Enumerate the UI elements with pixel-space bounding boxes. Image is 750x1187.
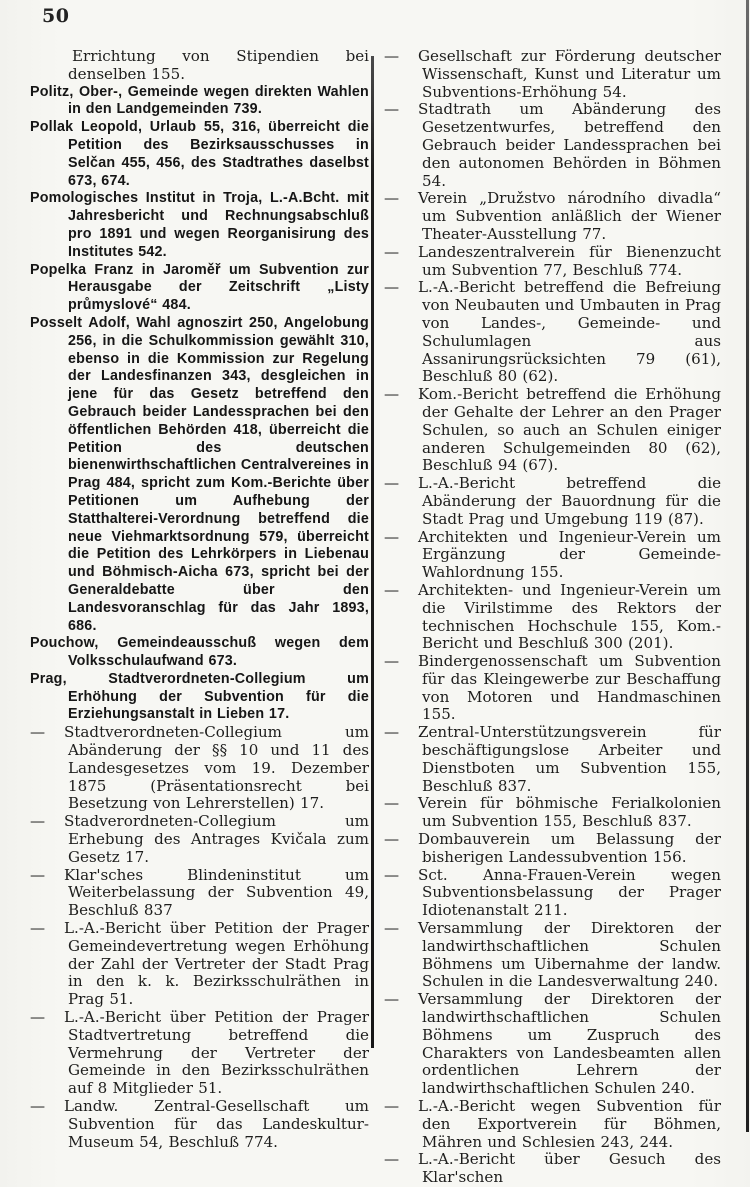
entry-headword: Popelka bbox=[30, 261, 87, 278]
entry-text: Landeszentralverein für Bienenzucht um Subvention 77, Beschluß 774. bbox=[418, 242, 721, 279]
index-entry bbox=[384, 48, 721, 101]
em-dash: — bbox=[30, 723, 46, 742]
entry-text: L.-A.-Bericht über Petition der Prager Stadtvertretung betreffend die Vermehrung der Vertreter der Gemeinde in den Bezirksschulräthen auf 8 Mitglieder 51. bbox=[64, 1008, 369, 1098]
index-entry bbox=[30, 867, 369, 920]
entry-text: Stadtverordneten-Collegium um Erhöhung der Subvention für die Erziehungsanstalt in Lieben 17. bbox=[68, 670, 369, 723]
em-dash: — bbox=[384, 474, 400, 493]
em-dash: — bbox=[384, 830, 400, 849]
entry-headword: Pomologisches Institut in Troja, bbox=[30, 190, 263, 207]
entry-headword: Pollak bbox=[30, 119, 74, 136]
entry-text: Sct. Anna-Frauen-Verein wegen Subventionsbelassung der Prager Idiotenanstalt 211. bbox=[418, 865, 721, 920]
index-entry bbox=[30, 119, 369, 190]
entry-text: Stadverordneten-Collegium um Erhebung des Antrages Kvičala zum Gesetz 17. bbox=[64, 812, 369, 866]
entry-text: Verein für böhmische Ferialkolonien um Subvention 155, Beschluß 837. bbox=[418, 794, 721, 831]
index-entry bbox=[384, 475, 721, 528]
index-entry bbox=[384, 831, 721, 867]
em-dash: — bbox=[384, 278, 400, 297]
entry-headword: Prag, bbox=[30, 670, 67, 687]
entry-text: Gesellschaft zur Förderung deutscher Wissenschaft, Kunst und Literatur um Subventions-Erhöhung 54. bbox=[418, 47, 721, 101]
index-entry bbox=[30, 724, 369, 813]
em-dash: — bbox=[30, 812, 46, 831]
index-entry bbox=[30, 262, 369, 315]
index-entry bbox=[384, 991, 721, 1098]
em-dash: — bbox=[384, 919, 400, 938]
entry-text: Klar'sches Blindeninstitut um Weiterbelassung der Subvention 49, Beschluß 837 bbox=[64, 865, 369, 920]
entry-text: Zentral-Unterstützungsverein für beschäftigungslose Arbeiter und Dienstboten um Subvention 155, Beschluß 837. bbox=[418, 723, 721, 795]
index-entry bbox=[384, 244, 721, 280]
entry-text: Kom.-Bericht betreffend die Erhöhung der Gehalte der Lehrer an den Prager Schulen, so auch an Schulen einiger anderen Schulgemeinden 80 (62), Beschluß 94 (67). bbox=[418, 385, 721, 475]
entry-text: Verein „Družstvo národního divadla“ um Subvention anläßlich der Wiener Theater-Ausstellung 77. bbox=[418, 189, 721, 243]
index-entry bbox=[384, 101, 721, 190]
index-entry bbox=[30, 48, 369, 84]
em-dash: — bbox=[384, 527, 400, 546]
index-entry bbox=[384, 190, 721, 243]
entry-text: Bindergenossenschaft um Subvention für das Kleingewerbe zur Beschaffung von Motoren und Handmaschinen 155. bbox=[418, 652, 721, 724]
index-entry bbox=[30, 1009, 369, 1098]
entry-text: L.-A.-Bericht über Gesuch des Klar'schen bbox=[418, 1150, 721, 1187]
entry-text: Leopold, Urlaub 55, 316, überreicht die Petition des Bezirksausschusses in Selčan 455, 456, des Stadtrathes daselbst 673, 674. bbox=[68, 119, 369, 189]
index-entry bbox=[30, 813, 369, 866]
entry-text: L.-A.Bcht. mit Jahresbericht und Rechnungsabschluß pro 1891 und wegen Reorganisirung des Institutes 542. bbox=[68, 190, 369, 260]
em-dash: — bbox=[384, 580, 400, 599]
entry-text: Versammlung der Direktoren der landwirthschaftlichen Schulen Böhmens um Uibernahme der landw. Schulen in die Landesverwaltung 240. bbox=[418, 919, 721, 991]
entry-headword: Pouchow, bbox=[30, 635, 99, 652]
index-entry bbox=[384, 867, 721, 920]
index-entry bbox=[30, 84, 369, 120]
em-dash: — bbox=[384, 794, 400, 813]
entry-text: Architekten- und Ingenieur-Verein um die Virilstimme des Rektors der technischen Hochschule 155, Kom.-Bericht und Beschluß 300 (201). bbox=[418, 580, 721, 653]
entry-text: Errichtung von Stipendien bei denselben 155. bbox=[68, 47, 369, 83]
em-dash: — bbox=[384, 47, 400, 65]
entry-text: Dombauverein um Belassung der bisherigen Landessubvention 156. bbox=[418, 830, 721, 866]
entry-text: L.-A.-Bericht über Petition der Prager Gemeindevertretung wegen Erhöhung der Zahl der Vertreter der Stadt Prag in den k. k. Bezirksschulräthen in Prag 51. bbox=[64, 919, 369, 1009]
index-entry bbox=[384, 1098, 721, 1151]
scan-edge-line bbox=[746, 0, 749, 1132]
index-entry bbox=[30, 1098, 369, 1151]
entry-text: Stadtrath um Abänderung des Gesetzentwurfes, betreffend den Gebrauch beider Landessprachen bei den autonomen Behörden in Böhmen 54. bbox=[418, 100, 721, 190]
index-entry bbox=[384, 279, 721, 386]
index-entry bbox=[384, 724, 721, 795]
entry-text: Franz in Jaroměř um Subvention zur Herausgabe der Zeitschrift „Listy průmyslové“ 484. bbox=[68, 261, 369, 314]
entry-headword: Politz, Ober-, bbox=[30, 83, 123, 100]
em-dash: — bbox=[30, 865, 46, 884]
em-dash: — bbox=[384, 385, 400, 404]
index-column-left bbox=[30, 48, 369, 1151]
index-entry bbox=[384, 795, 721, 831]
index-entry bbox=[30, 315, 369, 635]
entry-text: Adolf, Wahl agnoszirt 250, Angelobung 256, in die Schulkommission gewählt 310, ebenso in die Kommission zur Regelung der Landesfinanzen 343, desgleichen in jene für das Gesetz betreffend den Gebrauch beider Landessprachen bei den öffentlichen Behörden 418, überreicht die Petition des deutschen bienenwirthschaftlichen Centralvereines in Prag 484, spricht zum Kom.-Berichte über Petitionen um Aufhebung der Statthalterei-Verordnung betreffend die neue Viehmarktsordnung 579, überreicht die Petition des Lehrkörpers in Liebenau und Böhmisch-Aicha 673, spricht bei der Generaldebatte über den Landesvoranschlag für das Jahr 1893, 686. bbox=[68, 314, 369, 634]
entry-text: L.-A.-Bericht betreffend die Befreiung von Neubauten und Umbauten in Prag von Landes-, Gemeinde- und Schulumlagen aus Assanirungsrücksichten 79 (61), Beschluß 80 (62). bbox=[418, 278, 721, 386]
em-dash: — bbox=[384, 990, 400, 1009]
column-divider-rule bbox=[371, 56, 374, 1048]
entry-text: Stadtverordneten-Collegium um Abänderung der §§ 10 und 11 des Landesgesetzes vom 19. Dezember 1875 (Präsentationsrecht bei Besetzung von Lehrerstellen) 17. bbox=[64, 723, 369, 813]
entry-text: Gemeinde wegen direkten Wahlen in den Landgemeinden 739. bbox=[68, 83, 369, 118]
em-dash: — bbox=[384, 1097, 400, 1116]
em-dash: — bbox=[384, 1150, 400, 1169]
index-entry bbox=[30, 920, 369, 1009]
index-entry bbox=[384, 529, 721, 582]
index-entry bbox=[30, 635, 369, 671]
em-dash: — bbox=[384, 723, 400, 742]
em-dash: — bbox=[30, 1097, 46, 1116]
entry-headword: Posselt bbox=[30, 314, 83, 331]
index-entry bbox=[384, 653, 721, 724]
index-column-right bbox=[384, 48, 721, 1187]
index-entry bbox=[30, 190, 369, 261]
entry-text: Landw. Zentral-Gesellschaft um Subvention für das Landeskultur-Museum 54, Beschluß 774. bbox=[64, 1097, 369, 1151]
em-dash: — bbox=[384, 189, 400, 208]
index-entry bbox=[384, 1151, 721, 1187]
entry-text: Gemeindeausschuß wegen dem Volksschulaufwand 673. bbox=[68, 635, 369, 670]
em-dash: — bbox=[384, 100, 400, 119]
em-dash: — bbox=[30, 1008, 46, 1027]
index-entry bbox=[30, 671, 369, 724]
em-dash: — bbox=[384, 242, 400, 261]
index-entry bbox=[384, 582, 721, 653]
index-entry bbox=[384, 920, 721, 991]
entry-text: Architekten und Ingenieur-Verein um Ergänzung der Gemeinde-Wahlordnung 155. bbox=[418, 527, 721, 582]
entry-text: Versammlung der Direktoren der landwirthschaftlichen Schulen Böhmens um Zuspruch des Charakters von Landesbeamten allen ordentlichen Lehrern der landwirthschaftlichen Schulen 240. bbox=[418, 990, 721, 1098]
entry-text: L.-A.-Bericht wegen Subvention für den Exportverein für Böhmen, Mähren und Schlesien 243, 244. bbox=[418, 1097, 721, 1151]
entry-text: L.-A.-Bericht betreffend die Abänderung der Bauordnung für die Stadt Prag und Umgebung 119 (87). bbox=[418, 474, 721, 528]
em-dash: — bbox=[384, 652, 400, 671]
em-dash: — bbox=[30, 919, 46, 938]
page-number: 50 bbox=[42, 5, 70, 27]
em-dash: — bbox=[384, 865, 400, 884]
index-entry bbox=[384, 386, 721, 475]
